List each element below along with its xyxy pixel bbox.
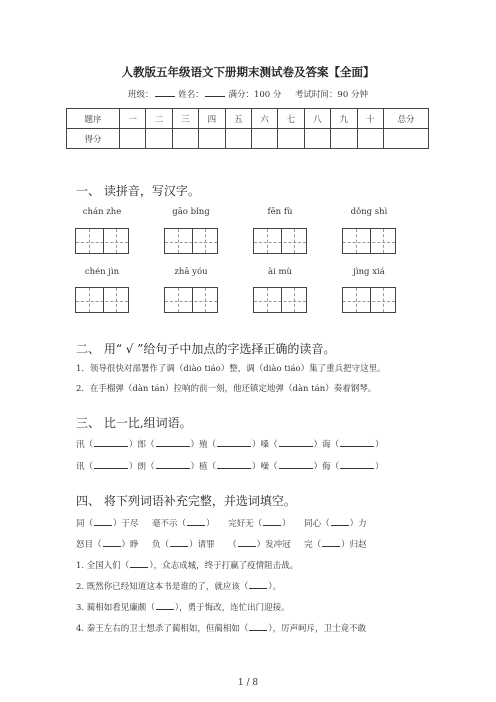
pinyin-label: gāo bǐng xyxy=(172,207,210,217)
fill-sentence xyxy=(76,622,366,634)
sentence-text: 3. 蔺相如看见廉颇（ xyxy=(76,603,155,613)
word-char: 讯（ xyxy=(76,462,94,472)
answer-blank[interactable] xyxy=(94,460,128,469)
answer-blank[interactable] xyxy=(187,517,205,526)
idiom-text: ） xyxy=(282,519,291,529)
answer-blank[interactable] xyxy=(249,622,267,631)
question-line: 1．领导很快对部署作了调（diào tiáo）整，调（diào tiáo）集了重兵把守这里。 xyxy=(76,364,386,374)
answer-blank[interactable] xyxy=(156,460,190,469)
score-input-cell[interactable] xyxy=(199,129,225,149)
word-char: ）噪（ xyxy=(252,462,278,472)
idiom-row xyxy=(76,517,367,529)
score-cell: 四 xyxy=(199,109,225,129)
page-number: 1 / 8 xyxy=(237,678,259,688)
idiom-text: ）发冲冠 xyxy=(256,540,291,550)
idiom-text: ）请罪 xyxy=(189,540,215,550)
idiom-text: ） xyxy=(206,519,215,529)
fill-sentence xyxy=(76,559,298,571)
writing-grid[interactable] xyxy=(342,287,396,313)
exam-time: 考试时间：90 分钟 xyxy=(294,90,368,100)
idiom-text: 同（ xyxy=(76,519,94,529)
writing-grid[interactable] xyxy=(75,287,129,313)
question-line: 2．在手榴弹（dàn tán）拉响的前一刻，他还镇定地弹（dàn tán）奏着钢琴。 xyxy=(76,384,377,394)
score-cell: 总分 xyxy=(384,109,429,129)
idiom-text: 完好无（ xyxy=(228,519,263,529)
idiom-text: 负（ xyxy=(152,540,170,550)
answer-blank[interactable] xyxy=(238,538,256,547)
idiom-text: ）归赵 xyxy=(341,540,367,550)
score-cell: 二 xyxy=(146,109,172,129)
word-char: ）殖（ xyxy=(190,440,217,450)
score-cell: 十 xyxy=(357,109,383,129)
writing-grid[interactable] xyxy=(342,228,396,254)
section-4-heading: 四、 将下列词语补充完整，并选词填空。 xyxy=(76,494,296,508)
answer-blank[interactable] xyxy=(94,438,128,447)
full-score: 满分：100 分 xyxy=(228,90,282,100)
writing-grid[interactable] xyxy=(75,228,129,254)
score-table xyxy=(66,108,429,149)
sentence-text: ），厉声呵斥，卫士竟不敢 xyxy=(268,624,367,634)
score-input-cell[interactable] xyxy=(120,129,146,149)
answer-blank[interactable] xyxy=(340,438,374,447)
answer-blank[interactable] xyxy=(156,438,190,447)
pinyin-label: dǒng shì xyxy=(350,207,388,217)
class-label: 班级： xyxy=(128,90,154,100)
word-char: ）郎（ xyxy=(129,440,155,450)
pinyin-label: ài mù xyxy=(267,267,293,277)
section-1-heading: 一、 读拼音，写汉字。 xyxy=(76,184,200,198)
answer-blank[interactable] xyxy=(340,460,374,469)
idiom-text: ）睁 xyxy=(121,540,139,550)
fill-sentence xyxy=(76,601,290,613)
idiom-text: 怒目（ xyxy=(76,540,102,550)
word-char: ） xyxy=(375,462,384,472)
word-group-row xyxy=(76,438,384,450)
score-header-row xyxy=(67,109,429,129)
score-value-row xyxy=(67,129,429,149)
score-cell: 八 xyxy=(304,109,330,129)
score-cell: 六 xyxy=(251,109,277,129)
sentence-text: ），勇于悔改，连忙出门迎接。 xyxy=(174,603,290,613)
pinyin-label: zhā yóu xyxy=(174,267,208,277)
word-char: 汛（ xyxy=(76,440,94,450)
idiom-text: 同心（ xyxy=(304,519,330,529)
word-group-row xyxy=(76,460,384,472)
answer-blank[interactable] xyxy=(130,559,148,568)
writing-grid[interactable] xyxy=(164,287,218,313)
score-input-cell[interactable] xyxy=(278,129,304,149)
score-input-cell[interactable] xyxy=(384,129,429,149)
word-char: ）朗（ xyxy=(129,462,155,472)
answer-blank[interactable] xyxy=(156,601,174,610)
idiom-text: ）于尽 xyxy=(113,519,139,529)
score-input-cell[interactable] xyxy=(357,129,383,149)
name-label: 姓名： xyxy=(178,90,204,100)
sentence-text: 1. 全国人们（ xyxy=(76,561,130,571)
score-cell: 七 xyxy=(278,109,304,129)
score-input-cell[interactable] xyxy=(172,129,198,149)
section-3-heading: 三、 比一比,组词语。 xyxy=(76,416,192,430)
writing-grid[interactable] xyxy=(253,228,307,254)
score-cell: 题序 xyxy=(67,109,120,129)
score-input-cell[interactable] xyxy=(304,129,330,149)
sentence-text: 2. 既然你已经知道这本书是谁的了，就应该（ xyxy=(76,582,249,592)
idiom-text: 完（ xyxy=(304,540,322,550)
sentence-text: ），众志成城，终于打赢了疫情阻击战。 xyxy=(149,561,299,571)
word-char: ）诲（ xyxy=(313,440,340,450)
class-blank xyxy=(155,88,175,97)
score-cell: 得分 xyxy=(67,129,120,149)
score-cell: 五 xyxy=(225,109,251,129)
section-2-heading: 二、 用“ √ ”给句子中加点的字选择正确的读音。 xyxy=(76,342,336,356)
answer-blank[interactable] xyxy=(279,438,313,447)
answer-blank[interactable] xyxy=(322,538,340,547)
writing-grid[interactable] xyxy=(164,228,218,254)
pinyin-label: chán zhe xyxy=(82,207,122,217)
answer-blank[interactable] xyxy=(217,438,251,447)
answer-blank[interactable] xyxy=(331,517,349,526)
word-char: ）嗓（ xyxy=(252,440,278,450)
fill-sentence xyxy=(76,580,281,592)
idiom-text: （ xyxy=(228,540,237,550)
score-cell: 三 xyxy=(172,109,198,129)
exam-info xyxy=(0,88,496,100)
score-input-cell[interactable] xyxy=(331,129,357,149)
score-input-cell[interactable] xyxy=(146,129,172,149)
score-input-cell[interactable] xyxy=(251,129,277,149)
name-blank xyxy=(205,88,225,97)
score-input-cell[interactable] xyxy=(225,129,251,149)
idiom-text: 毫不示（ xyxy=(152,519,187,529)
idiom-text: ）力 xyxy=(349,519,367,529)
answer-blank[interactable] xyxy=(249,580,267,589)
word-char: ） xyxy=(375,440,384,450)
answer-blank[interactable] xyxy=(103,538,121,547)
writing-grid[interactable] xyxy=(253,287,307,313)
pinyin-label: chén jìn xyxy=(84,267,120,277)
word-char: ）侮（ xyxy=(313,462,340,472)
sentence-text: 4. 秦王左右的卫士想杀了蔺相如，但蔺相如（ xyxy=(76,624,249,634)
pinyin-label: fēn fù xyxy=(267,207,293,217)
answer-blank[interactable] xyxy=(263,517,281,526)
sentence-text: ）。 xyxy=(268,582,282,592)
answer-blank[interactable] xyxy=(94,517,112,526)
answer-blank[interactable] xyxy=(217,460,251,469)
answer-blank[interactable] xyxy=(170,538,188,547)
score-cell: 一 xyxy=(120,109,146,129)
idiom-row xyxy=(76,538,367,550)
word-char: ）植（ xyxy=(190,462,217,472)
document-title: 人教版五年级语文下册期末测试卷及答案【全面】 xyxy=(121,65,375,79)
score-cell: 九 xyxy=(331,109,357,129)
answer-blank[interactable] xyxy=(279,460,313,469)
pinyin-label: jìng xiá xyxy=(353,267,385,277)
